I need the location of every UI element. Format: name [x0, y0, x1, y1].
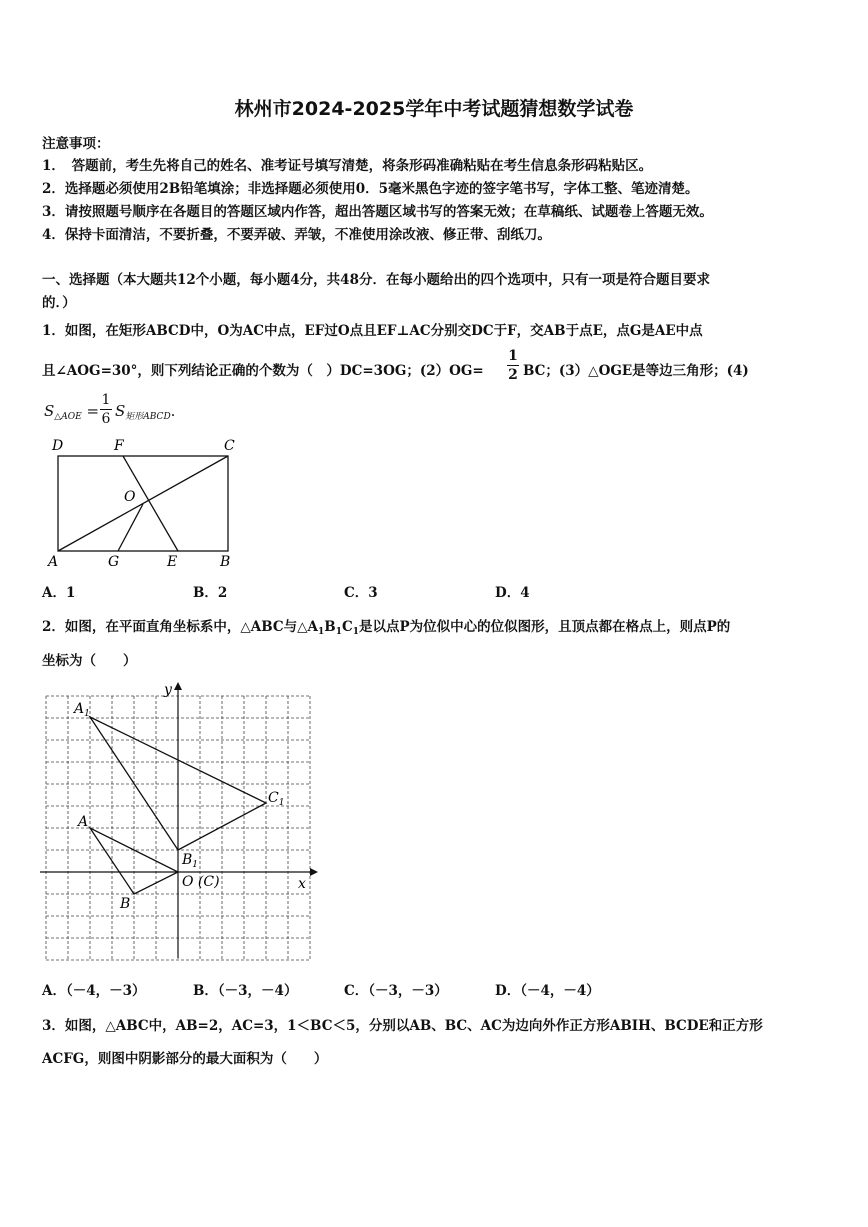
q1-formula-right [115, 402, 175, 422]
notice-item-1: 1． 答题前，考生先将自己的姓名、准考证号填写清楚，将条形码准确粘贴在考生信息条形码粘贴区。 [42, 158, 653, 174]
label-origin: O (C) [182, 874, 220, 890]
formula-s1: S [44, 402, 55, 420]
label-c: C [224, 438, 235, 454]
label-a1: $A_1$ [74, 701, 90, 719]
formula-end: . [170, 402, 176, 420]
section-heading-line2: 的．） [42, 295, 76, 311]
fraction-bar [100, 409, 112, 410]
q1-option-b[interactable]: B．2 [193, 585, 228, 601]
label-c1: $C_1$ [268, 790, 285, 808]
diagonal-ac [58, 456, 228, 551]
label-o: O [124, 489, 136, 505]
q2-option-c[interactable]: C．（－3，－3） [344, 983, 448, 999]
q1-option-d[interactable]: D．4 [495, 585, 530, 601]
label-b: B [220, 554, 231, 570]
formula-s2: S [115, 402, 126, 420]
label-a: A [48, 554, 59, 570]
axis-label-x: x [298, 876, 306, 892]
label-f: F [114, 438, 124, 454]
label-b: B [120, 896, 131, 912]
q1-fraction-den: 2 [508, 367, 518, 383]
q2-b: B [324, 619, 336, 635]
q1-stem-line2a: 且∠AOG=30°，则下列结论正确的个数为（ ）DC=3OG；(2）OG= [42, 363, 484, 379]
q2-c: C [341, 619, 353, 635]
q2-stem-part2: 是以点P为位似中心的位似图形，且顶点都在格点上，则点P的 [358, 619, 731, 635]
label-a: A [78, 814, 89, 830]
q2-stem-line1 [42, 615, 730, 637]
section-heading-line1: 一、选择题（本大题共12个小题，每小题4分，共48分．在每小题给出的四个选项中，只有一项是符合题目要求 [42, 272, 710, 288]
notice-item-2: 2．选择题必须使用2B铅笔填涂；非选择题必须使用0．5毫米黑色字迹的签字笔书写，字体工整、笔迹清楚。 [42, 181, 699, 197]
label-e: E [167, 554, 178, 570]
q1-option-c[interactable]: C．3 [344, 585, 378, 601]
q2-stem-line2: 坐标为（ ） [42, 653, 137, 669]
q2-sub3: 1 [352, 627, 359, 637]
formula-sub2: 矩形ABCD [125, 412, 171, 422]
q3-stem-line1: 3．如图，△ABC中，AB=2，AC=3，1＜BC＜5，分别以AB、BC、AC为边向外作正方形ABIH、BCDE和正方形 [42, 1018, 763, 1034]
notice-item-3: 3．请按照题号顺序在各题目的答题区域内作答，超出答题区域书写的答案无效；在草稿纸、试题卷上答题无效。 [42, 204, 713, 220]
q1-fraction-num: 1 [508, 348, 518, 364]
formula-eq: = [86, 402, 100, 420]
formula-sub1: △AOE [54, 412, 82, 422]
y-axis-arrow [174, 682, 182, 690]
q2-stem-part1: 2．如图，在平面直角坐标系中，△ABC与△A [42, 619, 319, 635]
notice-item-4: 4．保持卡面清洁，不要折叠，不要弄破、弄皱，不准使用涂改液、修正带、刮纸刀。 [42, 227, 551, 243]
q2-option-b[interactable]: B．（－3，－4） [193, 983, 298, 999]
q2-sub2: 1 [335, 627, 342, 637]
q1-rectangle-figure [40, 434, 250, 574]
formula-den: 6 [101, 411, 111, 427]
label-b1: $B_1$ [182, 852, 199, 870]
q1-formula-fraction [100, 392, 112, 427]
q1-formula [44, 402, 99, 422]
q1-fraction-half [507, 348, 519, 383]
formula-num: 1 [101, 392, 111, 408]
label-g: G [108, 554, 120, 570]
label-d: D [52, 438, 64, 454]
q1-option-a[interactable]: A．1 [42, 585, 76, 601]
page-title: 林州市2024-2025学年中考试题猜想数学试卷 [234, 98, 634, 120]
notice-heading: 注意事项： [42, 136, 110, 152]
axis-label-y: y [164, 682, 172, 698]
q1-stem-line1: 1．如图，在矩形ABCD中，O为AC中点，EF过O点且EF⊥AC分别交DC于F，交AB于点E，点G是AE中点 [42, 323, 703, 339]
q1-stem-line2b: BC；(3）△OGE是等边三角形；(4) [523, 363, 749, 379]
q2-sub1: 1 [318, 627, 325, 637]
q3-stem-line2: ACFG，则图中阴影部分的最大面积为（ ） [42, 1051, 328, 1067]
q2-coordinate-figure [38, 678, 323, 968]
q2-option-a[interactable]: A．（－4，－3） [42, 983, 146, 999]
fraction-bar [507, 365, 519, 366]
q2-option-d[interactable]: D．（－4，－4） [495, 983, 600, 999]
x-axis-arrow [310, 868, 318, 876]
